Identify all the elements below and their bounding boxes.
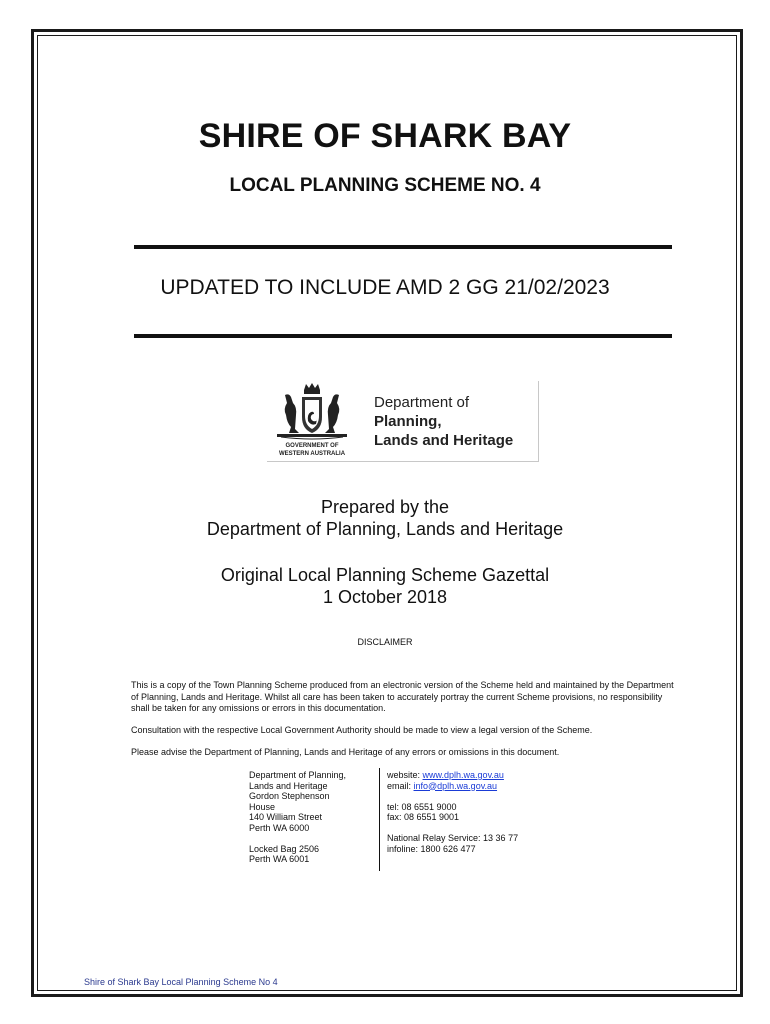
infoline: infoline: 1800 626 477	[387, 843, 476, 854]
department-name: Department of Planning, Lands and Heritage	[374, 394, 514, 449]
update-notice: UPDATED TO INCLUDE AMD 2 GG 21/02/2023	[160, 276, 610, 299]
contact-divider	[379, 768, 380, 871]
contact-details: website: www.dplh.wa.gov.au email: info@dplh.wa.gov.au tel: 08 6551 9000 fax: 08 6551 9001 National Relay Service: 13 36 77 infoline: 1800 626 477	[387, 770, 607, 854]
divider-top	[134, 245, 672, 249]
disclaimer-paragraph-1: This is a copy of the Town Planning Scheme produced from an electronic version of the Scheme held and maintained by the Department of Planning, Lands and Heritage. Whilst all care has been taken to accurately portray the current Scheme provisions, no responsibility shall be taken for any omissions or errors in this documentation.	[131, 680, 674, 713]
page-footer: Shire of Shark Bay Local Planning Scheme No 4	[84, 977, 278, 987]
disclaimer-paragraph-3: Please advise the Department of Planning, Lands and Heritage of any errors or omissions in this document.	[131, 747, 560, 757]
website-link[interactable]: www.dplh.wa.gov.au	[422, 770, 504, 780]
document-subtitle: LOCAL PLANNING SCHEME NO. 4	[229, 175, 541, 196]
contact-address: Department of Planning, Lands and Heritage Gordon Stephenson House 140 William Street Perth WA 6000 Locked Bag 2506 Perth WA 6001	[249, 770, 347, 864]
relay-service: National Relay Service: 13 36 77	[387, 833, 519, 843]
phone-number: tel: 08 6551 9000	[387, 801, 457, 812]
email-link[interactable]: info@dplh.wa.gov.au	[413, 780, 498, 791]
gazettal-info: Original Local Planning Scheme Gazettal 1 October 2018	[220, 565, 550, 607]
disclaimer-heading: DISCLAIMER	[357, 637, 413, 647]
fax-number: fax: 08 6551 9001	[387, 812, 460, 822]
prepared-by: Prepared by the Department of Planning, Lands and Heritage	[206, 497, 564, 539]
disclaimer-paragraph-2: Consultation with the respective Local Government Authority should be made to view a legal version of the Scheme.	[131, 725, 593, 735]
document-title: SHIRE OF SHARK BAY	[198, 117, 572, 155]
divider-bottom	[134, 334, 672, 338]
government-label: GOVERNMENT OF WESTERN AUSTRALIA	[278, 443, 346, 457]
department-logo	[267, 381, 539, 462]
